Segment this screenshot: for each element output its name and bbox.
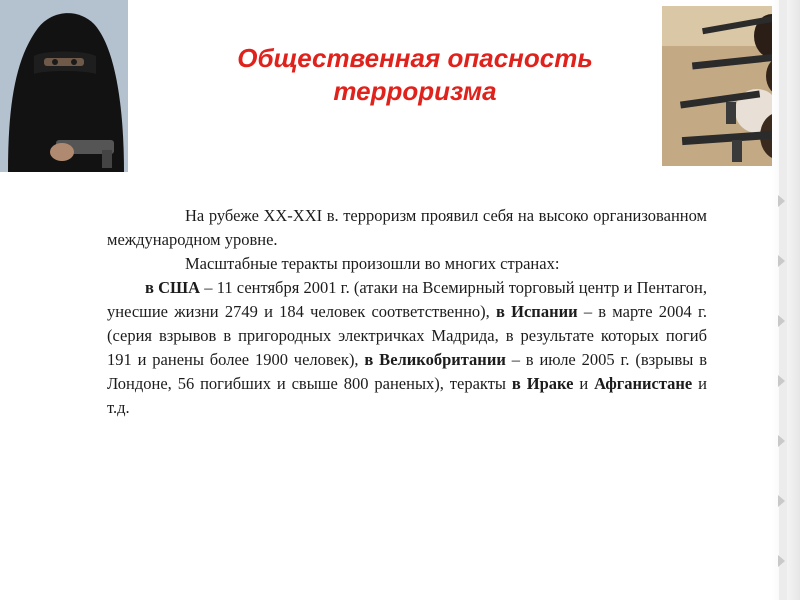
usa-description: – 11 сентября 2001 г. (атаки на Всемирный торговый центр и Пентагон, унесшие жизни 2749 и 184 человек соответственно), bbox=[107, 278, 707, 321]
paragraph-scale: Масштабные теракты произошли во многих странах: bbox=[185, 254, 560, 273]
rail-chevron bbox=[778, 255, 785, 267]
country-afghanistan: Афганистане bbox=[594, 374, 693, 393]
country-iraq: в Ираке bbox=[511, 374, 574, 393]
rail-chevron bbox=[778, 315, 785, 327]
country-spain: в Испании bbox=[496, 302, 578, 321]
conjunction: и bbox=[573, 374, 595, 393]
header bbox=[0, 0, 800, 170]
paragraph-intro: На рубеже ХХ-ХХI в. терроризм проявил себя на высоко организованном международном уровне. bbox=[107, 206, 707, 249]
right-decorative-rail bbox=[772, 0, 800, 600]
closing-text: и т.д. bbox=[107, 374, 707, 417]
rail-chevron bbox=[778, 435, 785, 447]
title-line-2: терроризма bbox=[333, 76, 497, 106]
country-uk: в Великобритании bbox=[364, 350, 506, 369]
spain-description: – в марте 2004 г. (серия взрывов в пригородных электричках Мадрида, в результате которых погиб 191 и ранены более 1900 человек), bbox=[107, 302, 707, 369]
rail-bar bbox=[779, 0, 787, 600]
veiled-woman-image bbox=[0, 0, 128, 172]
rail-chevron bbox=[778, 495, 785, 507]
body-text bbox=[107, 204, 707, 420]
paragraph-attacks bbox=[107, 276, 707, 420]
title-line-1: Общественная опасность bbox=[237, 43, 593, 73]
uk-description: – в июле 2005 г. (взрывы в Лондоне, 56 погибших и свыше 800 раненых), теракты bbox=[107, 350, 708, 393]
rail-chevron bbox=[778, 555, 785, 567]
country-usa: в США bbox=[145, 278, 201, 297]
rail-chevron bbox=[778, 195, 785, 207]
page-title bbox=[180, 42, 650, 108]
photo-veiled-woman bbox=[0, 0, 128, 172]
rail-chevron bbox=[778, 375, 785, 387]
